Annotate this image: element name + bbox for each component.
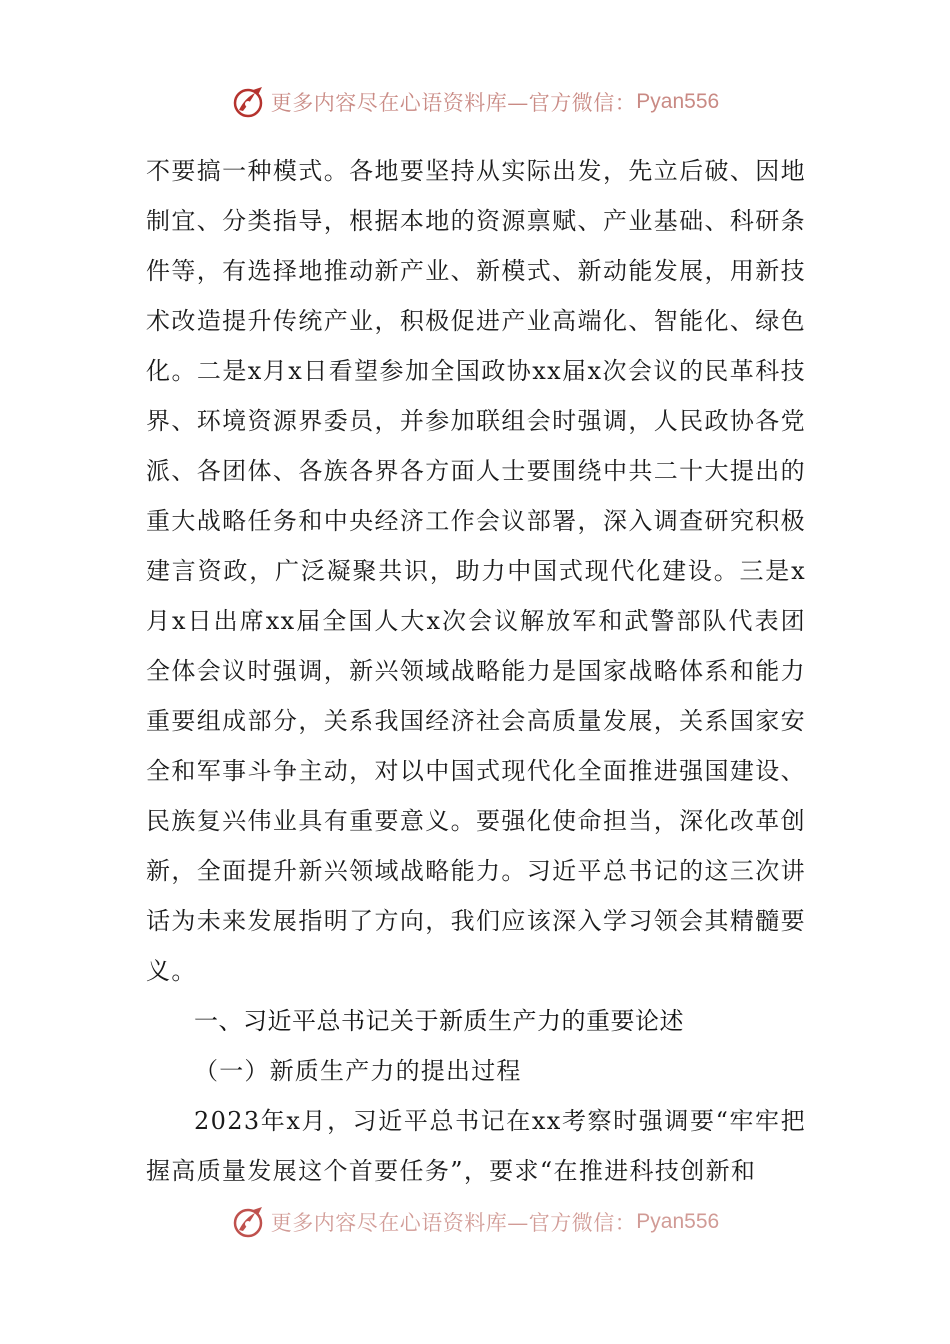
body-paragraph: 不要搞一种模式。各地要坚持从实际出发，先立后破、因地制宜、分类指导，根据本地的资源禀赋、产业基础、科研条件等，有选择地推动新产业、新模式、新动能发展，用新技术改造提升传统产业，积极促进产业高端化、智能化、绿色化。二是x月x日看望参加全国政协xx届x次会议的民革科技界、环境资源界委员，并参加联组会时强调，人民政协各党派、各团体、各族各界各方面人士要围绕中共二十大提出的重大战略任务和中央经济工作会议部署，深入调查研究积极建言资政，广泛凝聚共识，助力中国式现代化建设。三是x月x日出席xx届全国人大x次会议解放军和武警部队代表团全体会议时强调，新兴领域战略能力是国家战略体系和能力重要组成部分，关系我国经济社会高质量发展，关系国家安全和军事斗争主动，对以中国式现代化全面推进强国建设、民族复兴伟业具有重要意义。要强化使命担当，深化改革创新，全面提升新兴领域战略能力。习近平总书记的这三次讲话为未来发展指明了方向，我们应该深入学习领会其精髓要义。	[146, 157, 806, 985]
subsection-heading: （一）新质生产力的提出过程	[194, 1057, 522, 1085]
logo-icon	[231, 84, 267, 120]
document-body	[146, 146, 806, 1196]
body-paragraph: 2023年x月，习近平总书记在xx考察时强调要“牢牢把握高质量发展这个首要任务”，要求“在推进科技创新和	[146, 1107, 806, 1185]
footer-banner	[0, 1202, 950, 1242]
banner-wechat-id: Pyan556	[636, 1210, 720, 1233]
logo-icon	[231, 1204, 267, 1240]
banner-text: 更多内容尽在心语资料库—官方微信：	[270, 91, 637, 115]
banner-text: 更多内容尽在心语资料库—官方微信：	[270, 1211, 637, 1235]
header-banner	[0, 82, 950, 122]
banner-wechat-id: Pyan556	[636, 90, 720, 113]
section-heading: 一、习近平总书记关于新质生产力的重要论述	[194, 1007, 684, 1035]
